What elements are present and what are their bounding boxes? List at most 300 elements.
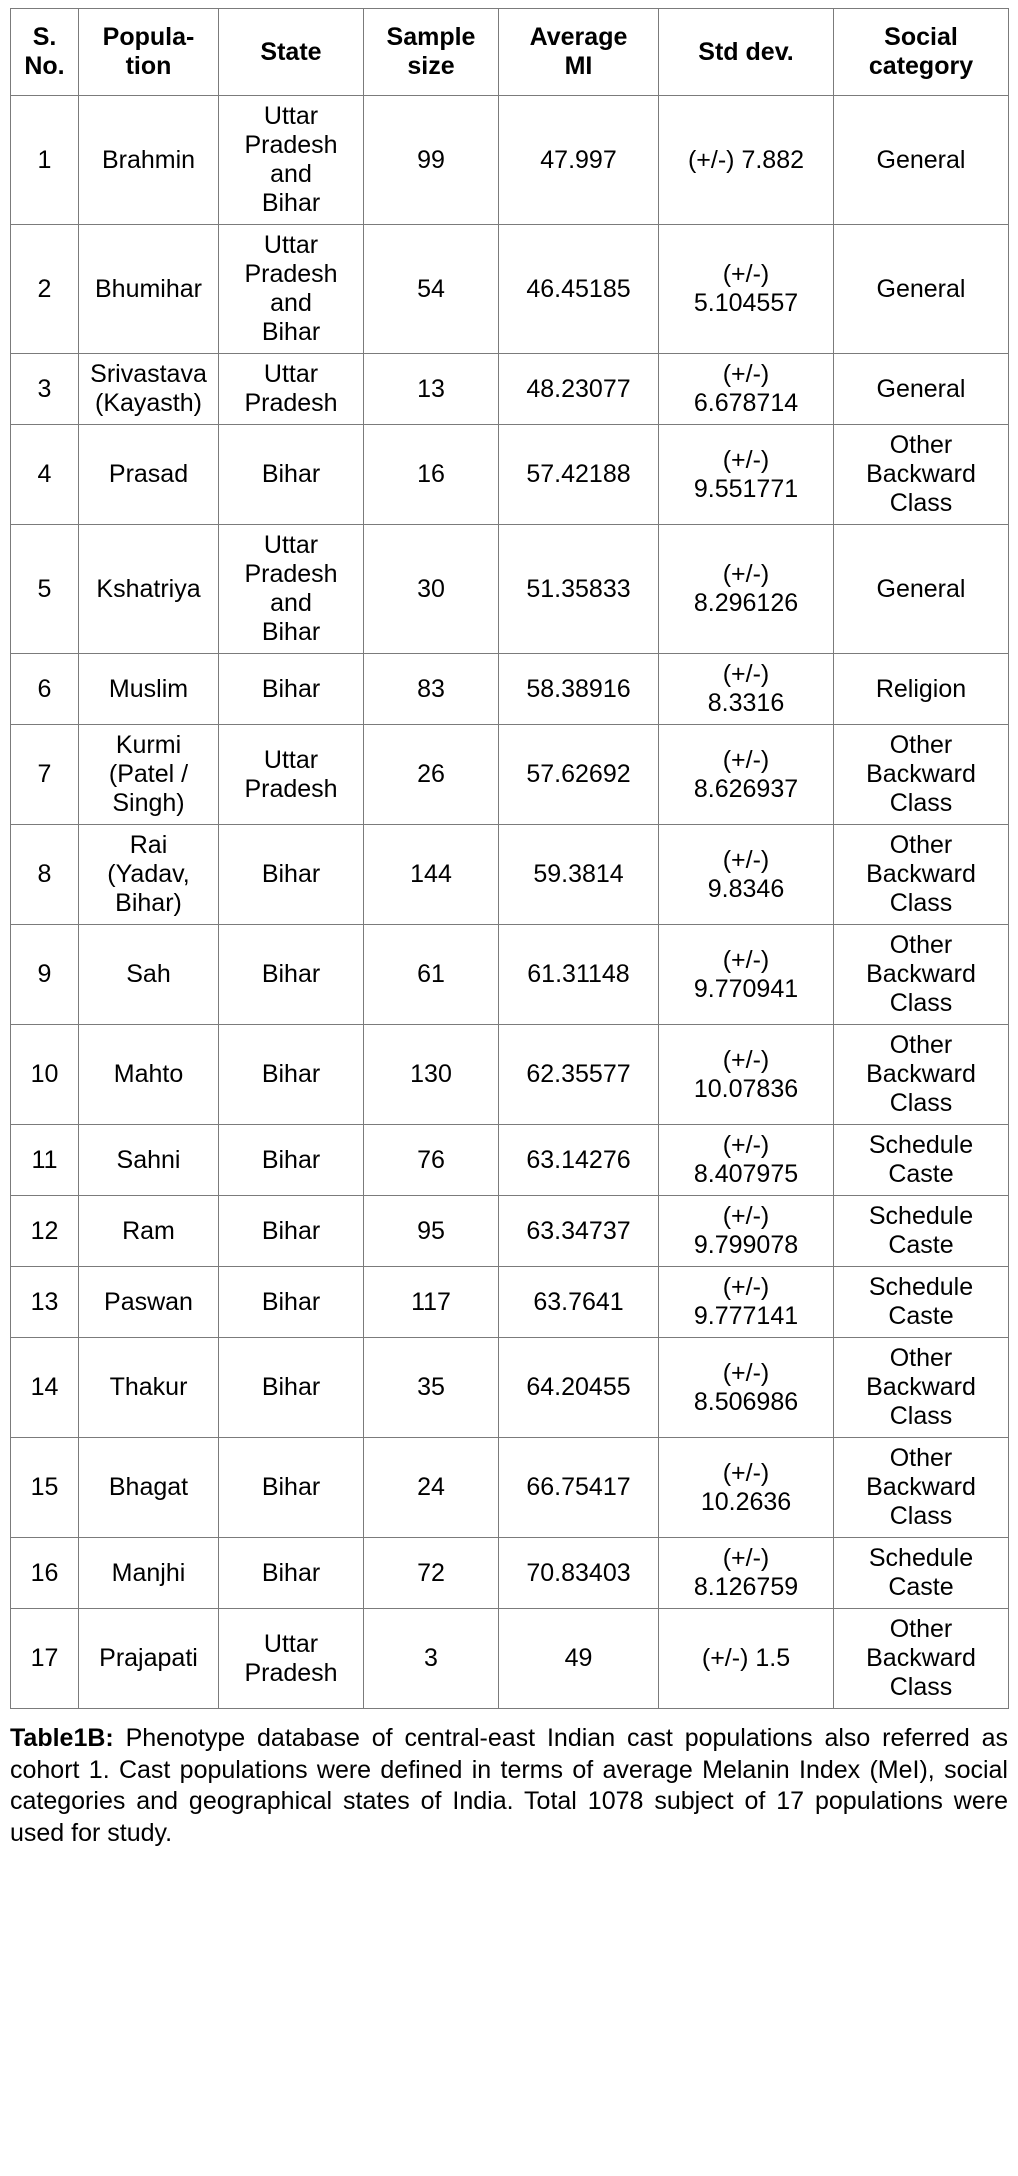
cell-line: Caste xyxy=(888,1573,954,1601)
cell-social-category xyxy=(834,1609,1009,1709)
cell-line: 8.3316 xyxy=(707,689,785,717)
header-line: category xyxy=(868,52,974,80)
cell-line: (+/-) xyxy=(722,845,770,874)
cell-state xyxy=(219,1196,364,1267)
cell-value: 117 xyxy=(411,1287,451,1316)
cell-line: (+/-) xyxy=(722,1202,770,1230)
cell-state xyxy=(219,1438,364,1538)
cell-line: 5.104557 xyxy=(693,289,799,317)
cell-social-category xyxy=(834,1025,1009,1125)
cell-value: 61 xyxy=(417,960,445,988)
cell-value: 46.45185 xyxy=(526,274,631,303)
cell-line: Backward xyxy=(866,460,976,488)
cell-line: Other xyxy=(889,1615,953,1643)
cell-line: and xyxy=(270,589,312,617)
cell-line: 8.296126 xyxy=(693,589,799,617)
cell-line: 6.678714 xyxy=(693,389,799,417)
cell-population xyxy=(79,1538,219,1609)
cell-line: (+/-) xyxy=(722,745,770,774)
cell-value: 13 xyxy=(417,374,445,403)
cell-std-dev xyxy=(659,225,834,354)
cell-line: Bihar xyxy=(261,318,321,346)
cell-value: 4 xyxy=(37,460,52,488)
cell-value: 1 xyxy=(37,145,52,174)
cell-value: 62.35577 xyxy=(526,1060,631,1088)
cell-social-category xyxy=(834,1338,1009,1438)
cell-line: Prasad xyxy=(108,460,189,488)
cell-line: (+/-) xyxy=(722,260,770,288)
cell-average-mi xyxy=(499,925,659,1025)
table-header xyxy=(11,9,1009,96)
cell-value: 49 xyxy=(564,1644,593,1672)
cell-social-category xyxy=(834,425,1009,525)
cell-population xyxy=(79,654,219,725)
cell-std-dev xyxy=(659,1125,834,1196)
cell-std-dev xyxy=(659,425,834,525)
table-row xyxy=(11,1338,1009,1438)
cell-sno xyxy=(11,654,79,725)
cell-line: Bihar xyxy=(261,1558,321,1587)
cell-state xyxy=(219,1125,364,1196)
cell-value: 63.14276 xyxy=(526,1145,631,1174)
cell-population xyxy=(79,1025,219,1125)
column-header-population xyxy=(79,9,219,96)
header-line: Sample xyxy=(386,23,476,51)
cell-state xyxy=(219,654,364,725)
cell-social-category xyxy=(834,525,1009,654)
table-row xyxy=(11,1609,1009,1709)
cell-line: 8.407975 xyxy=(693,1160,799,1188)
cell-sno xyxy=(11,1438,79,1538)
cell-line: (+/-) xyxy=(722,560,770,588)
cell-line: Uttar xyxy=(263,531,319,559)
column-header-social-category xyxy=(834,9,1009,96)
cell-population xyxy=(79,354,219,425)
cell-average-mi xyxy=(499,1338,659,1438)
cell-sample-size xyxy=(364,1125,499,1196)
cell-line: and xyxy=(270,289,312,317)
cell-line: Thakur xyxy=(109,1373,188,1401)
cell-value: 47.997 xyxy=(540,145,617,174)
cell-average-mi xyxy=(499,1538,659,1609)
cell-sno xyxy=(11,1609,79,1709)
cell-line: General xyxy=(876,274,966,303)
table-row xyxy=(11,1196,1009,1267)
cell-line: Other xyxy=(889,1444,953,1472)
cell-line: Backward xyxy=(866,1373,976,1401)
cell-line: Pradesh xyxy=(244,389,338,417)
header-line: No. xyxy=(24,52,65,80)
table-row xyxy=(11,925,1009,1025)
cell-line: Backward xyxy=(866,1060,976,1088)
cell-average-mi xyxy=(499,1267,659,1338)
cell-state xyxy=(219,354,364,425)
cell-line: Paswan xyxy=(104,1287,193,1316)
cell-average-mi xyxy=(499,225,659,354)
cell-line: Muslim xyxy=(108,674,189,703)
table-row xyxy=(11,525,1009,654)
cell-sample-size xyxy=(364,1267,499,1338)
cell-line: Pradesh xyxy=(244,774,338,803)
cell-line: Uttar xyxy=(263,1629,319,1658)
cell-sample-size xyxy=(364,96,499,225)
table-row xyxy=(11,1438,1009,1538)
table-header-row xyxy=(11,9,1009,96)
cell-population xyxy=(79,1338,219,1438)
cell-line: Bihar xyxy=(261,674,321,703)
table-row xyxy=(11,654,1009,725)
cell-line: Uttar xyxy=(263,745,319,774)
cell-line: Sahni xyxy=(116,1145,181,1174)
cell-sample-size xyxy=(364,1438,499,1538)
cell-value: 59.3814 xyxy=(533,860,624,888)
header-line: MI xyxy=(564,52,593,80)
cell-line: Class xyxy=(889,789,953,817)
cell-sno xyxy=(11,925,79,1025)
cell-line: (+/-) 1.5 xyxy=(701,1644,791,1672)
cell-value: 144 xyxy=(410,860,452,888)
cell-line: Bihar xyxy=(261,189,321,217)
cell-average-mi xyxy=(499,425,659,525)
header-line: size xyxy=(407,52,455,80)
cell-line: Other xyxy=(889,1344,953,1372)
cell-line: Ram xyxy=(122,1216,175,1245)
cell-line: Caste xyxy=(888,1160,954,1188)
cell-sno xyxy=(11,525,79,654)
cell-line: Pradesh xyxy=(244,1658,338,1687)
column-header-std-dev xyxy=(659,9,834,96)
cell-sno xyxy=(11,1538,79,1609)
cell-line: Manjhi xyxy=(111,1558,186,1587)
cell-line: (+/-) xyxy=(722,1273,770,1301)
cell-state xyxy=(219,925,364,1025)
column-header-sno xyxy=(11,9,79,96)
cell-sample-size xyxy=(364,654,499,725)
cell-average-mi xyxy=(499,1438,659,1538)
cell-line: Other xyxy=(889,931,953,959)
cell-population xyxy=(79,825,219,925)
cell-sample-size xyxy=(364,525,499,654)
cell-population xyxy=(79,225,219,354)
cell-line: Srivastava xyxy=(90,360,207,388)
cell-line: (Yadav, xyxy=(107,860,190,888)
cell-value: 8 xyxy=(37,860,52,888)
cell-value: 64.20455 xyxy=(526,1373,631,1401)
cell-sno xyxy=(11,825,79,925)
cell-sample-size xyxy=(364,425,499,525)
cell-line: Other xyxy=(889,431,953,459)
cell-line: Uttar xyxy=(263,231,319,259)
cell-state xyxy=(219,1538,364,1609)
cell-value: 16 xyxy=(30,1558,59,1587)
cell-line: Religion xyxy=(875,674,967,703)
cell-line: Bihar xyxy=(261,960,321,988)
cell-line: Bhagat xyxy=(108,1473,189,1501)
cell-std-dev xyxy=(659,925,834,1025)
cell-sno xyxy=(11,1025,79,1125)
cell-std-dev xyxy=(659,1196,834,1267)
cell-population xyxy=(79,1125,219,1196)
cell-social-category xyxy=(834,725,1009,825)
cell-line: Bhumihar xyxy=(95,274,202,303)
cell-line: 10.07836 xyxy=(693,1074,799,1103)
cell-line: 9.799078 xyxy=(693,1231,799,1259)
cell-line: Backward xyxy=(866,860,976,888)
cell-social-category xyxy=(834,825,1009,925)
cell-average-mi xyxy=(499,354,659,425)
cell-line: Bihar xyxy=(261,1060,321,1088)
cell-std-dev xyxy=(659,654,834,725)
cell-line: Bihar xyxy=(261,1373,321,1401)
cell-population xyxy=(79,1267,219,1338)
column-header-state xyxy=(219,9,364,96)
column-header-sample-size xyxy=(364,9,499,96)
cell-std-dev xyxy=(659,725,834,825)
cell-line: (+/-) xyxy=(722,360,770,388)
cell-line: Other xyxy=(889,731,953,759)
cell-line: (+/-) xyxy=(722,1458,770,1487)
cell-population xyxy=(79,1196,219,1267)
cell-value: 95 xyxy=(417,1216,445,1245)
cell-line: Singh) xyxy=(112,789,185,817)
cell-line: 9.551771 xyxy=(693,474,799,503)
header-line: Std dev. xyxy=(698,37,794,66)
cell-value: 76 xyxy=(417,1145,445,1174)
cell-state xyxy=(219,525,364,654)
cell-line: 10.2636 xyxy=(700,1487,792,1516)
cell-line: 8.126759 xyxy=(693,1573,799,1601)
cell-state xyxy=(219,1025,364,1125)
cell-line: Pradesh xyxy=(244,260,338,288)
cell-social-category xyxy=(834,1267,1009,1338)
cell-line: 8.626937 xyxy=(693,774,799,803)
cell-value: 5 xyxy=(37,574,52,603)
cell-population xyxy=(79,525,219,654)
cell-line: Schedule xyxy=(868,1131,974,1159)
cell-std-dev xyxy=(659,525,834,654)
cell-value: 9 xyxy=(37,960,52,988)
cell-state xyxy=(219,425,364,525)
header-line: S. xyxy=(32,23,57,51)
cell-population xyxy=(79,725,219,825)
cell-line: Schedule xyxy=(868,1273,974,1301)
cell-value: 130 xyxy=(410,1060,452,1088)
cell-social-category xyxy=(834,1538,1009,1609)
cell-line: (+/-) xyxy=(722,1045,770,1074)
cell-state xyxy=(219,725,364,825)
cell-line: Uttar xyxy=(263,360,319,388)
cell-line: (+/-) xyxy=(722,1544,770,1572)
cell-line: Class xyxy=(889,1402,953,1430)
cell-value: 17 xyxy=(30,1644,59,1672)
cell-line: Bihar xyxy=(261,1287,321,1316)
cell-line: Schedule xyxy=(868,1202,974,1230)
cell-sample-size xyxy=(364,725,499,825)
cell-state xyxy=(219,96,364,225)
cell-state xyxy=(219,825,364,925)
header-line: Average xyxy=(529,23,628,51)
cell-population xyxy=(79,1609,219,1709)
cell-line: Bihar) xyxy=(115,889,182,917)
cell-line: General xyxy=(876,145,966,174)
cell-line: General xyxy=(876,574,966,603)
cell-line: Backward xyxy=(866,1644,976,1672)
cell-line: Backward xyxy=(866,960,976,988)
caption-label: Table1B: xyxy=(10,1724,114,1752)
header-line: Social xyxy=(884,23,958,51)
table-row xyxy=(11,1538,1009,1609)
cell-value: 7 xyxy=(37,760,52,788)
cell-average-mi xyxy=(499,96,659,225)
table-row xyxy=(11,1267,1009,1338)
cell-line: 9.8346 xyxy=(707,874,785,903)
cell-value: 61.31148 xyxy=(527,960,630,988)
cell-average-mi xyxy=(499,1609,659,1709)
cell-line: Rai xyxy=(129,831,168,859)
cell-std-dev xyxy=(659,354,834,425)
cell-sample-size xyxy=(364,1196,499,1267)
cell-average-mi xyxy=(499,725,659,825)
header-line: State xyxy=(260,37,322,66)
header-line: tion xyxy=(125,52,172,80)
cell-std-dev xyxy=(659,1338,834,1438)
cell-line: Caste xyxy=(888,1302,954,1330)
cell-social-category xyxy=(834,96,1009,225)
cell-value: 99 xyxy=(417,145,445,174)
cell-line: General xyxy=(876,374,966,403)
cell-sample-size xyxy=(364,1538,499,1609)
cell-sample-size xyxy=(364,825,499,925)
cell-value: 3 xyxy=(424,1644,438,1672)
cell-line: Class xyxy=(889,1089,953,1117)
cell-social-category xyxy=(834,1438,1009,1538)
cell-line: 9.777141 xyxy=(693,1302,799,1330)
cell-state xyxy=(219,225,364,354)
cell-std-dev xyxy=(659,1025,834,1125)
cell-value: 24 xyxy=(417,1473,445,1501)
cell-value: 72 xyxy=(417,1558,445,1587)
cell-line: Uttar xyxy=(263,102,319,130)
cell-line: Backward xyxy=(866,760,976,788)
cell-value: 26 xyxy=(417,760,445,788)
cell-sno xyxy=(11,1125,79,1196)
cell-std-dev xyxy=(659,825,834,925)
cell-population xyxy=(79,925,219,1025)
cell-social-category xyxy=(834,1125,1009,1196)
cell-value: 2 xyxy=(37,274,52,303)
table-row xyxy=(11,225,1009,354)
header-line: Popula- xyxy=(102,23,195,51)
cell-value: 83 xyxy=(417,674,445,703)
cell-population xyxy=(79,1438,219,1538)
cell-social-category xyxy=(834,1196,1009,1267)
cell-sno xyxy=(11,225,79,354)
table-row xyxy=(11,96,1009,225)
table-row xyxy=(11,725,1009,825)
cell-line: Class xyxy=(889,889,953,917)
cell-line: Bihar xyxy=(261,1145,321,1174)
cell-line: Other xyxy=(889,831,953,859)
cell-line: (Patel / xyxy=(108,760,189,788)
phenotype-database-table xyxy=(10,8,1009,1709)
cell-line: (+/-) xyxy=(722,660,770,688)
cell-value: 48.23077 xyxy=(526,374,631,403)
cell-sample-size xyxy=(364,1338,499,1438)
cell-value: 63.7641 xyxy=(533,1287,624,1316)
cell-value: 14 xyxy=(30,1373,59,1401)
cell-line: (+/-) xyxy=(722,945,770,974)
cell-value: 15 xyxy=(30,1473,59,1501)
cell-std-dev xyxy=(659,1609,834,1709)
cell-sample-size xyxy=(364,1609,499,1709)
cell-value: 58.38916 xyxy=(526,674,631,703)
cell-average-mi xyxy=(499,654,659,725)
cell-line: Prajapati xyxy=(99,1644,198,1672)
table-row xyxy=(11,825,1009,925)
cell-sno xyxy=(11,1196,79,1267)
cell-std-dev xyxy=(659,1538,834,1609)
cell-line: Bihar xyxy=(261,1216,321,1245)
cell-population xyxy=(79,96,219,225)
cell-std-dev xyxy=(659,1267,834,1338)
cell-value: 57.62692 xyxy=(526,760,631,788)
cell-social-category xyxy=(834,354,1009,425)
cell-value: 51.35833 xyxy=(526,574,631,603)
cell-value: 13 xyxy=(30,1287,59,1316)
caption-text: Phenotype database of central-east Indian cast populations also referred as cohort 1. Cast populations were defined in terms of average Melanin Index (MeI), social categories and geographical states of India. Total 1078 subject of 17 populations were used for study. xyxy=(10,1724,1008,1847)
cell-average-mi xyxy=(499,525,659,654)
table-row xyxy=(11,354,1009,425)
cell-social-category xyxy=(834,925,1009,1025)
cell-value: 6 xyxy=(37,674,52,703)
cell-sno xyxy=(11,425,79,525)
cell-line: Caste xyxy=(888,1231,954,1259)
cell-sample-size xyxy=(364,1025,499,1125)
cell-value: 54 xyxy=(417,274,445,303)
cell-sample-size xyxy=(364,925,499,1025)
cell-line: Schedule xyxy=(868,1544,974,1572)
cell-line: Class xyxy=(889,489,953,517)
cell-line: 9.770941 xyxy=(693,974,799,1003)
cell-state xyxy=(219,1609,364,1709)
table-row xyxy=(11,1125,1009,1196)
cell-value: 70.83403 xyxy=(526,1558,631,1587)
cell-value: 63.34737 xyxy=(526,1216,631,1245)
cell-line: Class xyxy=(889,989,953,1017)
cell-line: Pradesh xyxy=(244,560,338,588)
cell-line: Kurmi xyxy=(115,731,182,759)
cell-line: 8.506986 xyxy=(693,1387,799,1416)
table-caption xyxy=(10,1723,1008,1849)
cell-average-mi xyxy=(499,1125,659,1196)
cell-line: Sah xyxy=(126,960,171,988)
cell-line: Other xyxy=(889,1031,953,1059)
table-row xyxy=(11,425,1009,525)
cell-average-mi xyxy=(499,1196,659,1267)
cell-value: 30 xyxy=(417,574,445,603)
cell-line: (Kayasth) xyxy=(95,389,202,417)
cell-line: Pradesh xyxy=(244,131,338,159)
cell-value: 57.42188 xyxy=(526,460,631,488)
cell-value: 12 xyxy=(30,1216,59,1245)
cell-line: (+/-) 7.882 xyxy=(687,145,805,174)
cell-line: Bihar xyxy=(261,460,321,488)
cell-line: (+/-) xyxy=(722,1358,770,1387)
cell-population xyxy=(79,425,219,525)
cell-state xyxy=(219,1338,364,1438)
cell-average-mi xyxy=(499,1025,659,1125)
cell-line: (+/-) xyxy=(722,1131,770,1159)
